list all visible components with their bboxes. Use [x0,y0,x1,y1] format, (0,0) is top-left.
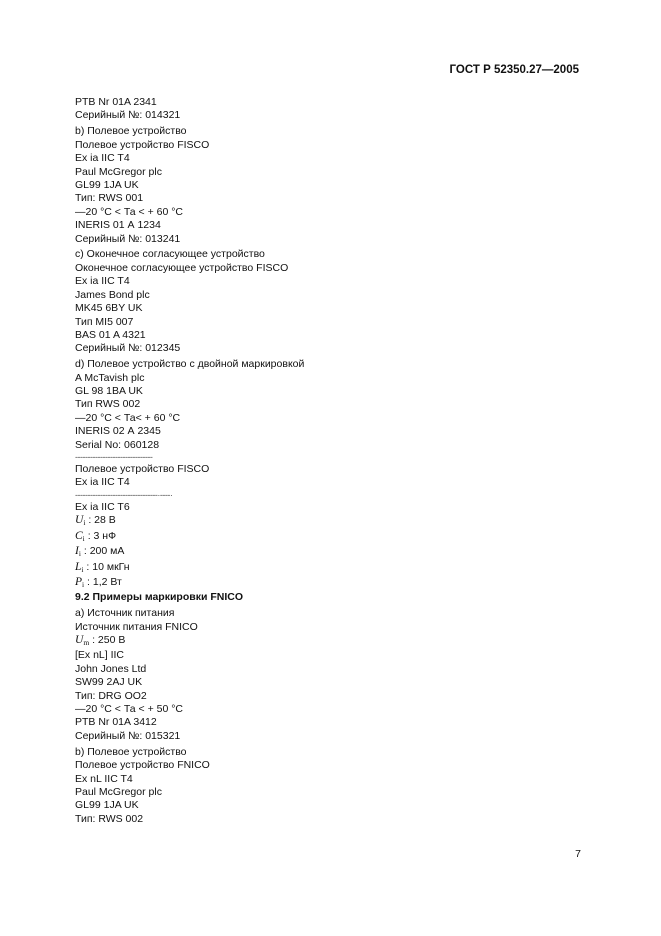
text-line: Оконечное согласующее устройство FISCO [75,261,289,274]
document-body [75,96,595,826]
text-line: INERIS 01 А 1234 [75,219,161,232]
text-block-1 [75,96,595,123]
text-line: Ex ia IIC T4 [75,275,130,288]
text-line: Тип: RWS 001 [75,192,144,205]
text-line: Ex nL IIC T4 [75,772,133,785]
text-line: Серийный №: 013241 [75,232,181,245]
text-line: Источник питания FNICO [75,620,198,633]
parameter-line: $C_i$ : 3 нФ [75,529,117,543]
text-line: Серийный №: 015321 [75,729,181,742]
separator-line: ------------------------------- [75,452,153,463]
text-line: BAS 01 A 4321 [75,328,146,341]
text-line: INERIS 02 А 2345 [75,425,161,438]
text-line: Тип RWS 002 [75,398,141,411]
text-line: Serial No: 060128 [75,438,160,451]
text-line: а) Источник питания [75,607,175,620]
text-block-3 [75,248,595,355]
parameter-line: $I_i$ : 200 мА [75,545,125,559]
parameter-line: $L_i$ : 10 мкГн [75,560,130,574]
document-header: ГОСТ Р 52350.27—2005 [449,64,579,76]
text-line: Полевое устройство FISCO [75,138,210,151]
text-line: Ex ia IIC T4 [75,152,130,165]
text-block-8 [75,746,595,826]
text-line: Тип: RWS 002 [75,812,144,825]
text-line: Paul McGregor plc [75,786,162,798]
text-line: Paul McGregor plc [75,165,162,178]
text-line: b) Полевое устройство [75,125,187,138]
separator-line: ---------------------------------·----· [75,489,173,500]
text-line: GL99 1JA UK [75,178,139,191]
parameter-line: $U_i$ : 28 В [75,514,116,528]
text-block-7 [75,607,595,743]
text-block-2 [75,125,595,246]
text-line: [Ex nL] IIC [75,649,125,662]
text-line: Ex ia IIC T4 [75,476,130,489]
parameter-line: $P_i$ : 1,2 Вт [75,575,122,589]
text-line: A McTavish plc [75,371,145,384]
text-line: c) Оконечное согласующее устройство [75,248,265,261]
text-line: SW99 2AJ UK [75,676,143,689]
text-line: GL99 1JA UK [75,799,139,812]
text-line: —20 °С < Та< + 60 °С [75,411,181,424]
text-line: Ex ia IIC T6 [75,500,130,513]
text-line: Серийный №: 014321 [75,109,181,122]
text-line: Тип MI5 007 [75,315,134,328]
text-line: Серийный №: 012345 [75,342,181,355]
text-line: —20 °С < Та < + 60 °С [75,205,184,218]
text-line: James Bond plc [75,288,150,301]
text-block-4 [75,358,595,452]
text-line: John Jones Ltd [75,662,147,675]
text-line: PTB Nr 01A 2341 [75,96,157,108]
text-line: b) Полевое устройство [75,745,187,758]
text-line: MK45 6BY UK [75,302,143,315]
parameter-line: $U_m$ : 250 В [75,634,126,648]
section-heading: 9.2 Примеры маркировки FNICO [75,591,243,604]
text-line: Полевое устройство FNICO [75,759,210,772]
text-line: Тип: DRG OO2 [75,689,147,702]
text-line: Полевое устройство FISCO [75,463,210,476]
text-block-5 [75,463,595,490]
text-line: PTB Nr 01A 3412 [75,716,157,729]
text-line: —20 °С < Та < + 50 °С [75,703,184,716]
page-number: 7 [575,848,581,860]
text-block-6 [75,501,595,591]
text-line: d) Полевое устройство с двойной маркировкой [75,358,305,371]
text-line: GL 98 1BA UK [75,385,143,398]
